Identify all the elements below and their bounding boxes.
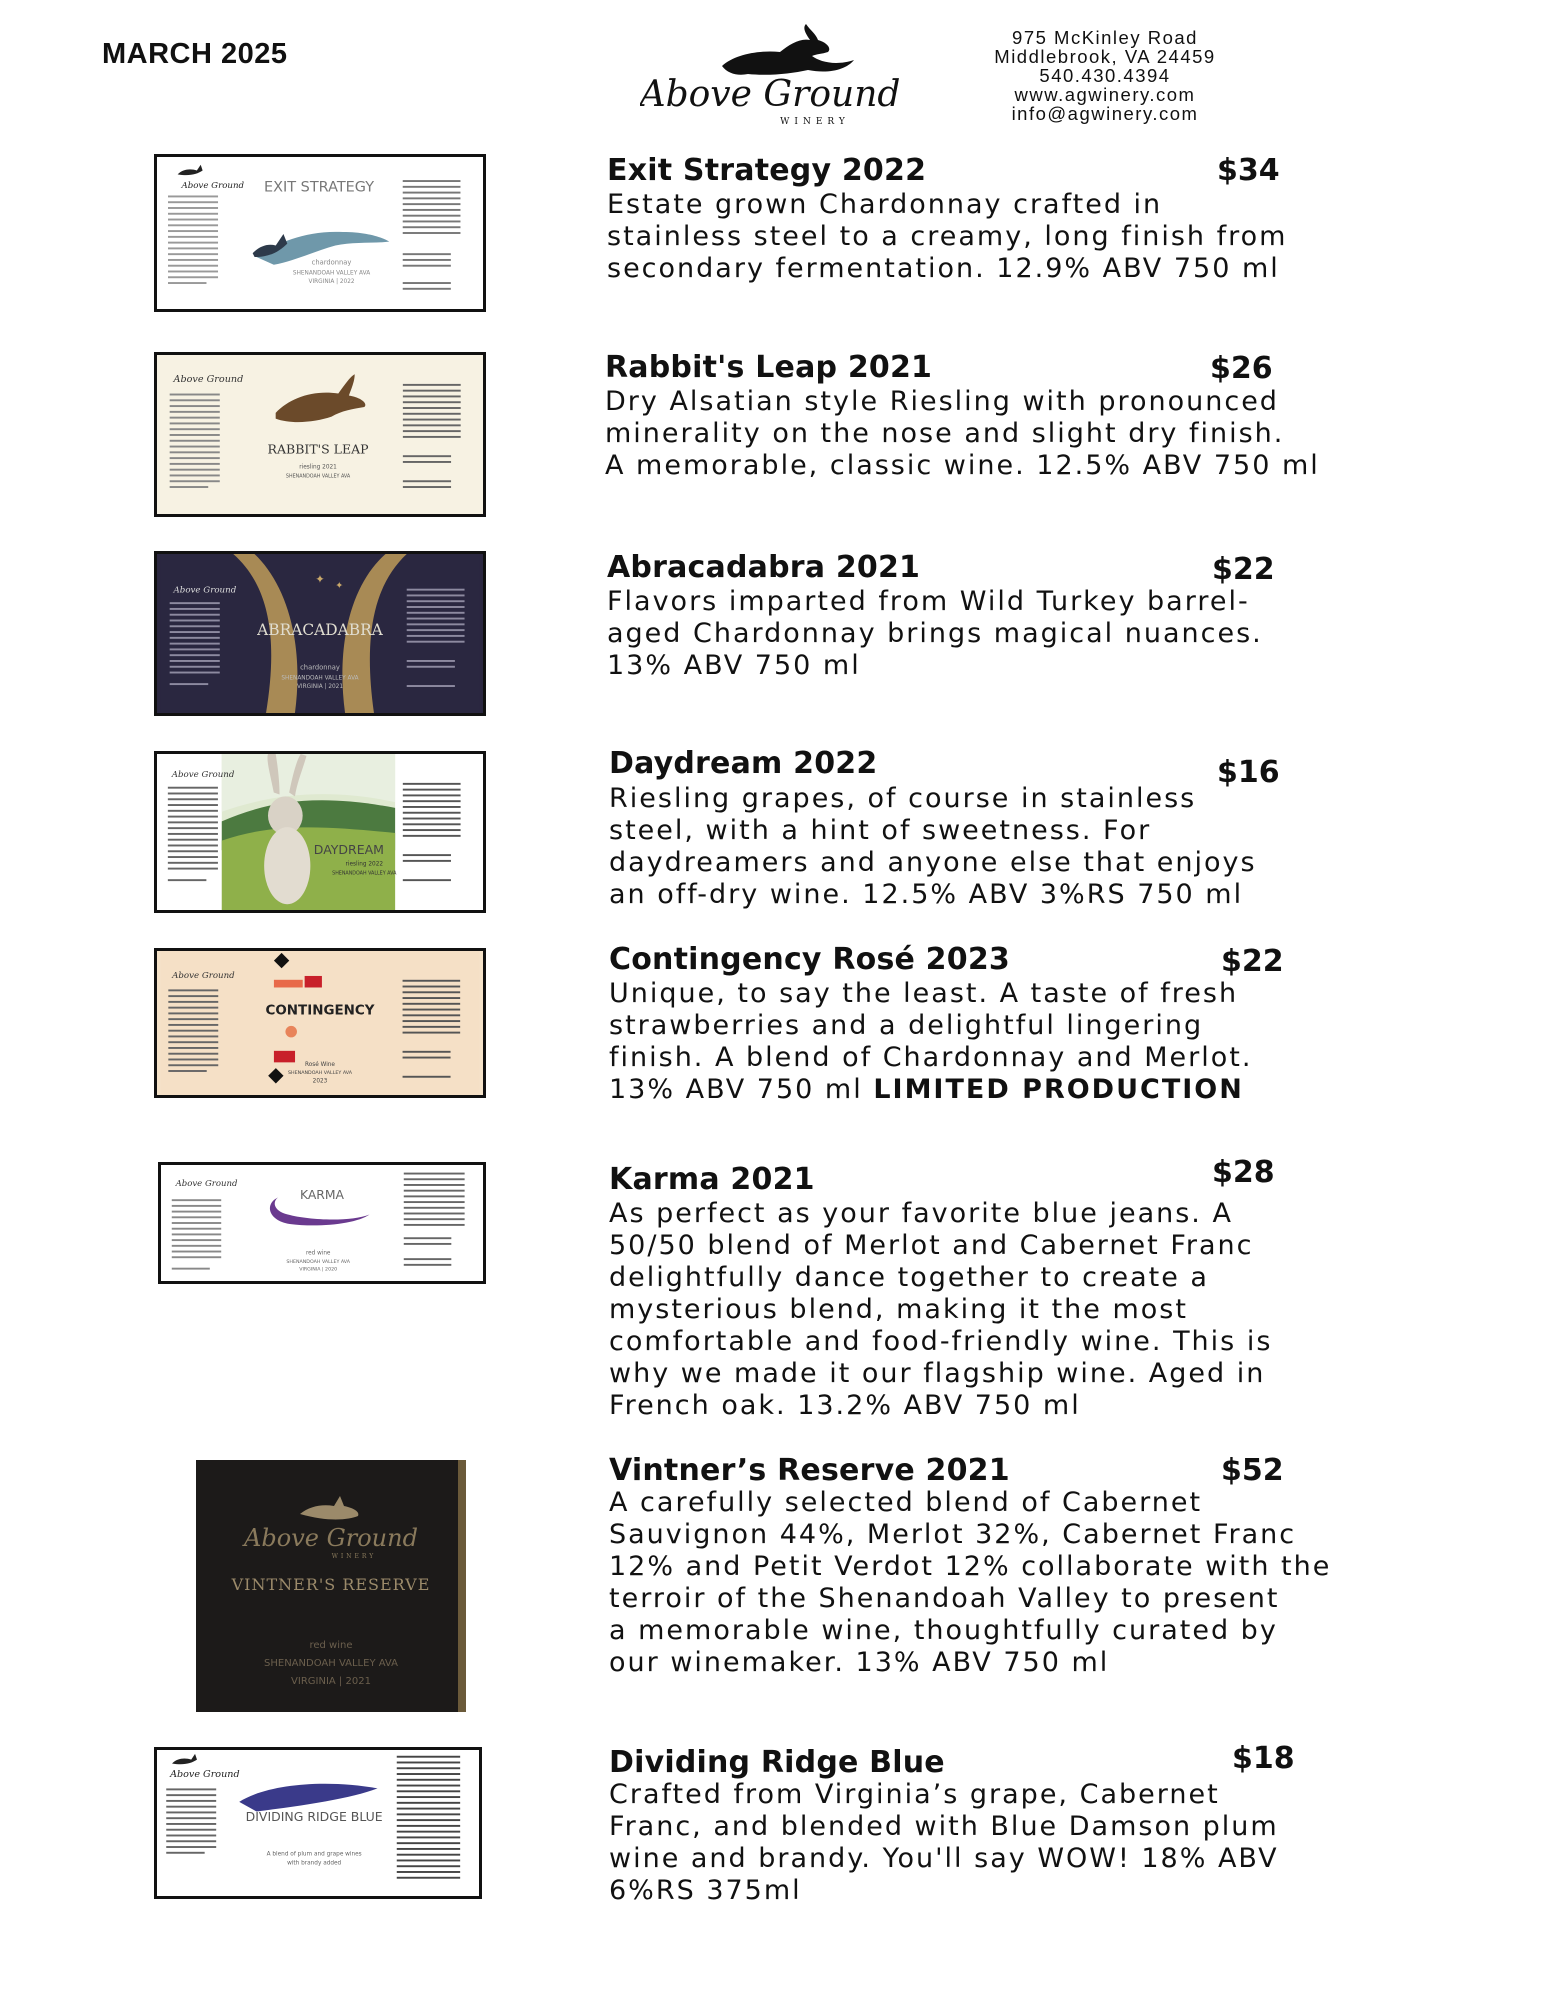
wine-name: Exit Strategy 2022 [607,153,927,188]
svg-text:Above Ground: Above Ground [173,373,244,385]
wine-description [607,586,1263,682]
svg-text:✦: ✦ [335,580,344,592]
wine-description [609,1487,1331,1679]
svg-text:Above Ground: Above Ground [244,1524,418,1552]
svg-text:WINERY: WINERY [331,1553,377,1560]
description-line: terroir of the Shenandoah Valley to present [609,1583,1280,1614]
description-line: 12% and Petit Verdot 12% collaborate with the [609,1551,1332,1582]
svg-text:ABRACADABRA: ABRACADABRA [257,620,383,639]
svg-text:red wine: red wine [309,1640,353,1651]
contingency-rose-label-image [154,948,486,1098]
description-line: our winemaker. 13% ABV 750 ml [609,1647,1110,1678]
description-line: minerality on the nose and slight dry finish. [605,418,1285,449]
wine-price: $28 [1212,1155,1275,1190]
svg-text:SHENANDOAH VALLEY AVA: SHENANDOAH VALLEY AVA [281,675,359,682]
wine-price: $26 [1210,351,1273,386]
description-line: 50/50 blend of Merlot and Cabernet Franc [609,1230,1254,1261]
wine-name: Daydream 2022 [609,746,878,781]
svg-text:VIRGINIA | 2021: VIRGINIA | 2021 [296,683,344,690]
description-line: Dry Alsatian style Riesling with pronounced [605,386,1279,417]
rabbits-leap-label-image [154,352,486,517]
wine-description [607,189,1287,285]
address-street: 975 McKinley Road [1012,27,1198,48]
address-website[interactable]: www.agwinery.com [1014,84,1196,105]
abracadabra-label-image [154,551,486,716]
wine-name: Contingency Rosé 2023 [609,942,1010,977]
svg-text:DAYDREAM: DAYDREAM [313,842,384,858]
svg-text:RABBIT'S LEAP: RABBIT'S LEAP [267,441,369,457]
svg-text:✦: ✦ [315,571,325,586]
description-line: delightfully dance together to create a [609,1262,1209,1293]
svg-text:riesling 2022: riesling 2022 [345,861,384,868]
svg-text:VIRGINIA | 2022: VIRGINIA | 2022 [308,279,355,286]
svg-text:WINERY: WINERY [780,117,850,127]
description-line: stainless steel to a creamy, long finish from [607,221,1288,252]
svg-text:SHENANDOAH VALLEY AVA: SHENANDOAH VALLEY AVA [285,474,351,480]
svg-text:VINTNER'S RESERVE: VINTNER'S RESERVE [231,1575,431,1594]
description-line: Crafted from Virginia’s grape, Cabernet [609,1779,1220,1810]
wine-price: $18 [1232,1741,1295,1776]
description-line: secondary fermentation. 12.9% ABV 750 ml [607,253,1280,284]
wine-name: Rabbit's Leap 2021 [605,350,933,385]
wine-description [605,386,1320,482]
svg-text:riesling 2021: riesling 2021 [299,464,337,471]
description-line: strawberries and a delightful lingering [609,1010,1204,1041]
svg-text:SHENANDOAH VALLEY AVA: SHENANDOAH VALLEY AVA [286,1259,351,1265]
limited-production-note: LIMITED PRODUCTION [873,1074,1244,1105]
wine-price: $34 [1217,153,1280,188]
winery-address [960,28,1250,123]
description-line: an off-dry wine. 12.5% ABV 3%RS 750 ml [609,879,1244,910]
wine-name: Karma 2021 [609,1162,815,1197]
exit-strategy-label-image [154,154,486,312]
description-line [609,1074,1252,1106]
svg-text:chardonnay: chardonnay [300,663,340,672]
wine-description [609,1198,1272,1422]
description-line: mysterious blend, making it the most [609,1294,1188,1325]
vintners-reserve-label-image [196,1460,466,1712]
svg-text:Above Ground: Above Ground [181,180,245,191]
description-line: Sauvignon 44%, Merlot 32%, Cabernet Franc [609,1519,1297,1550]
svg-text:SHENANDOAH VALLEY AVA: SHENANDOAH VALLEY AVA [287,1070,353,1076]
description-line: A carefully selected blend of Cabernet [609,1487,1203,1518]
description-line: As perfect as your favorite blue jeans. A [609,1198,1233,1229]
description-line: comfortable and food-friendly wine. This is [609,1326,1273,1357]
wine-description [609,978,1252,1106]
wine-name: Abracadabra 2021 [607,550,921,585]
svg-text:SHENANDOAH VALLEY AVA: SHENANDOAH VALLEY AVA [292,270,371,277]
description-line: 13% ABV 750 ml [607,650,861,681]
address-email[interactable]: info@agwinery.com [1011,103,1199,124]
description-line: Estate grown Chardonnay crafted in [607,189,1163,220]
address-phone[interactable]: 540.430.4394 [1039,65,1171,86]
description-line: Riesling grapes, of course in stainless [609,783,1197,814]
svg-text:Above Ground: Above Ground [172,970,235,981]
description-line: finish. A blend of Chardonnay and Merlot. [609,1042,1253,1073]
svg-text:VIRGINIA | 2020: VIRGINIA | 2020 [299,1267,338,1273]
description-line: aged Chardonnay brings magical nuances. [607,618,1263,649]
svg-text:SHENANDOAH VALLEY AVA: SHENANDOAH VALLEY AVA [264,1658,398,1669]
karma-label-image [158,1162,486,1284]
svg-text:Above Ground: Above Ground [173,585,237,596]
svg-text:chardonnay: chardonnay [311,258,352,267]
wine-price: $52 [1221,1453,1284,1488]
wine-description [609,1779,1279,1907]
description-line: French oak. 13.2% ABV 750 ml [609,1390,1081,1421]
svg-text:EXIT STRATEGY: EXIT STRATEGY [264,179,375,196]
svg-text:Rosé Wine: Rosé Wine [305,1062,335,1069]
description-line: Unique, to say the least. A taste of fresh [609,978,1239,1009]
dividing-ridge-blue-label-image [154,1747,482,1899]
svg-text:Above Ground: Above Ground [170,1768,240,1780]
svg-text:Above Ground: Above Ground [171,770,235,781]
wine-price: $22 [1212,552,1275,587]
svg-text:2023: 2023 [312,1078,328,1085]
description-line: steel, with a hint of sweetness. For [609,815,1152,846]
svg-text:A blend of plum and grape wine: A blend of plum and grape wines [266,1851,362,1858]
wine-name: Vintner’s Reserve 2021 [609,1453,1010,1488]
svg-text:DIVIDING RIDGE BLUE: DIVIDING RIDGE BLUE [245,1809,383,1825]
svg-text:VIRGINIA | 2021: VIRGINIA | 2021 [291,1676,371,1687]
address-city: Middlebrook, VA 24459 [994,46,1216,67]
description-line: 6%RS 375ml [609,1875,802,1906]
daydream-label-image [154,751,486,913]
svg-text:Above Ground: Above Ground [640,74,900,115]
description-text: 13% ABV 750 ml [609,1074,874,1105]
wine-price: $16 [1217,755,1280,790]
description-line: a memorable wine, thoughtfully curated by [609,1615,1278,1646]
svg-text:Above Ground: Above Ground [175,1178,238,1189]
description-line: daydreamers and anyone else that enjoys [609,847,1257,878]
rabbit-logo-icon [722,24,854,75]
winery-logo [640,14,900,129]
wine-price: $22 [1221,944,1284,979]
svg-text:SHENANDOAH VALLEY AVA: SHENANDOAH VALLEY AVA [332,871,397,877]
description-line: A memorable, classic wine. 12.5% ABV 750 ml [605,450,1320,481]
svg-text:CONTINGENCY: CONTINGENCY [265,1003,375,1019]
wine-name: Dividing Ridge Blue [609,1745,945,1780]
description-line: why we made it our flagship wine. Aged in [609,1358,1266,1389]
wine-description [609,783,1257,911]
menu-date: MARCH 2025 [102,38,288,70]
description-line: Flavors imparted from Wild Turkey barrel- [607,586,1250,617]
svg-text:with brandy added: with brandy added [287,1860,342,1867]
description-line: wine and brandy. You'll say WOW! 18% ABV [609,1843,1279,1874]
description-line: Franc, and blended with Blue Damson plum [609,1811,1279,1842]
svg-text:red wine: red wine [305,1250,331,1257]
svg-text:KARMA: KARMA [299,1188,345,1203]
